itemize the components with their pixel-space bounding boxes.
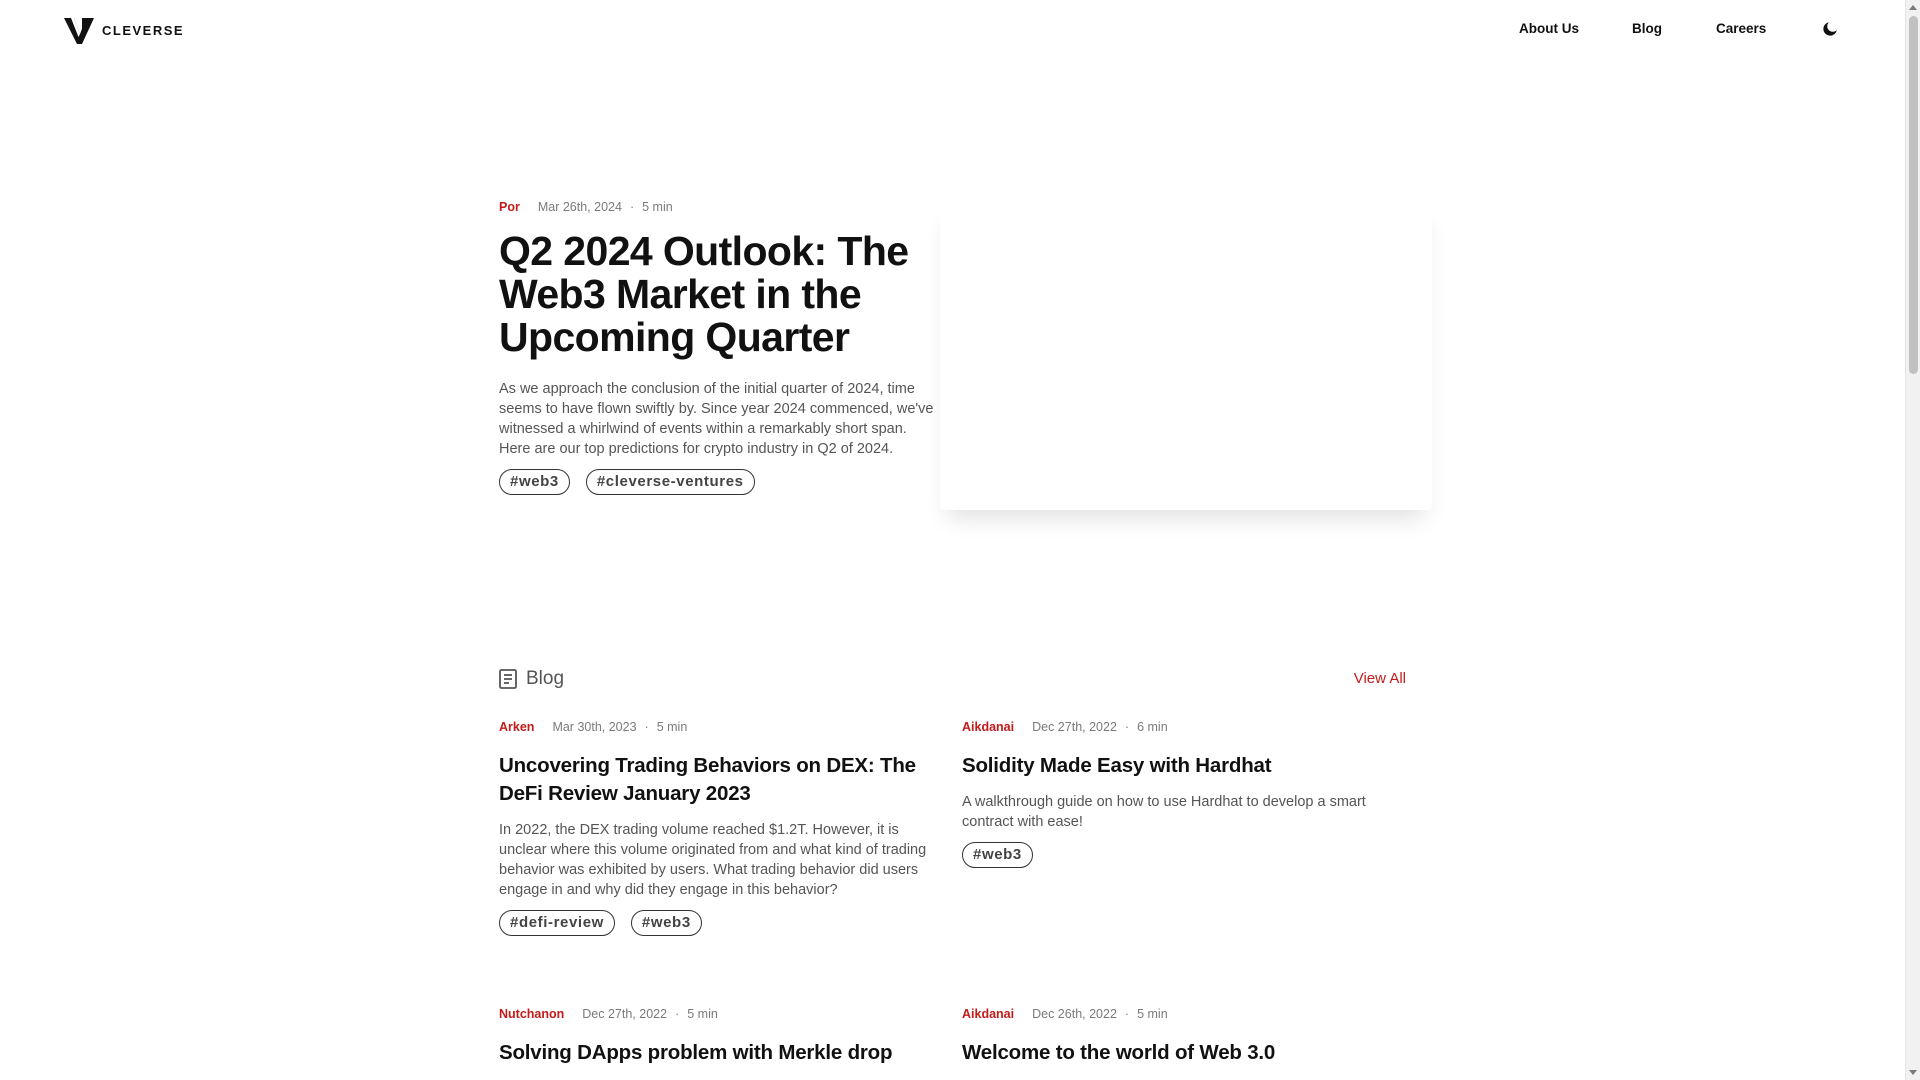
blog-post-card[interactable] (499, 720, 939, 936)
post-author[interactable]: Por (499, 200, 520, 214)
post-author[interactable]: Aikdanai (962, 1007, 1015, 1021)
post-date: Mar 26th, 2024 (537, 200, 622, 214)
blog-post-card[interactable] (499, 1007, 939, 1067)
post-excerpt: In 2022, the DEX trading volume reached $1.2T. However, it is unclear where this volume originated from and what kind of trading behavior was exhibited by users. What trading behavior did users engage in and why did they engage in this behavior? (499, 822, 927, 898)
featured-title[interactable]: Q2 2024 Outlook: The Web3 Market in the Upcoming Quarter (499, 228, 909, 360)
post-title[interactable]: Uncovering Trading Behaviors on DEX: The DeFi Review January 2023 (499, 754, 916, 805)
blog-heading: Blog (526, 668, 565, 689)
post-read-time: 5 min (687, 1007, 718, 1021)
scroll-down-arrow-icon[interactable] (1909, 1070, 1917, 1075)
post-author[interactable]: Nutchanon (499, 1007, 565, 1021)
nav-careers[interactable]: Careers (1716, 21, 1767, 36)
blog-section-header (499, 666, 1406, 692)
post-title[interactable]: Solidity Made Easy with Hardhat (962, 754, 1272, 777)
post-meta (499, 200, 939, 214)
post-author[interactable]: Arken (499, 720, 535, 734)
tag-web3[interactable]: #web3 (499, 469, 570, 495)
meta-separator: · (644, 720, 649, 734)
nav-about-us[interactable]: About Us (1519, 21, 1579, 36)
brand-logo[interactable] (64, 16, 184, 44)
post-read-time: 5 min (642, 200, 673, 214)
post-read-time: 5 min (656, 720, 688, 734)
meta-separator: · (629, 200, 635, 214)
post-read-time: 5 min (1137, 1007, 1168, 1021)
post-date: Dec 27th, 2022 (1032, 720, 1117, 734)
theme-toggle-button[interactable] (1819, 19, 1841, 41)
tag-cleverse-ventures[interactable]: #cleverse-ventures (586, 469, 755, 495)
post-read-time: 6 min (1137, 720, 1168, 734)
blog-post-card[interactable] (962, 720, 1402, 868)
tag-defi-review[interactable]: #defi-review (499, 910, 615, 936)
page-scrollbar[interactable] (1905, 0, 1920, 1080)
tag-list (499, 910, 939, 936)
post-author[interactable]: Aikdanai (962, 720, 1015, 734)
tag-web3[interactable]: #web3 (631, 910, 702, 936)
scroll-thumb[interactable] (1909, 16, 1918, 374)
blog-post-card[interactable] (962, 1007, 1402, 1067)
meta-separator: · (1124, 720, 1130, 734)
post-meta (962, 720, 1402, 734)
post-date: Mar 30th, 2023 (552, 720, 637, 734)
document-icon (499, 669, 517, 689)
post-meta (962, 1007, 1402, 1021)
view-all-link[interactable]: View All (1353, 670, 1406, 687)
meta-separator: · (675, 1007, 680, 1021)
brand-name: CLEVERSE (102, 22, 185, 38)
featured-post[interactable] (499, 200, 939, 495)
cleverse-logo-icon (64, 16, 94, 44)
post-date: Dec 26th, 2022 (1032, 1007, 1117, 1021)
featured-excerpt: As we approach the conclusion of the initial quarter of 2024, time seems to have flown swiftly by. Since year 2024 commenced, we've witnessed a whirlwind of events within a remarkably short span. Here are our top predictions for crypto industry in Q2 of 2024. (499, 381, 934, 457)
post-excerpt: A walkthrough guide on how to use Hardhat to develop a smart contract with ease! (962, 794, 1366, 830)
post-title[interactable]: Solving DApps problem with Merkle drop (499, 1041, 893, 1064)
post-date: Dec 27th, 2022 (582, 1007, 668, 1021)
tag-list (962, 842, 1402, 868)
tag-web3[interactable]: #web3 (962, 842, 1033, 868)
nav-blog[interactable]: Blog (1632, 21, 1662, 36)
site-header (0, 0, 1905, 60)
post-meta (499, 720, 939, 734)
featured-image[interactable] (940, 200, 1432, 510)
tag-list (499, 469, 939, 495)
post-title[interactable]: Welcome to the world of Web 3.0 (962, 1041, 1276, 1064)
moon-icon (1821, 20, 1839, 38)
meta-separator: · (1124, 1007, 1130, 1021)
post-meta (499, 1007, 939, 1021)
scroll-up-arrow-icon[interactable] (1909, 5, 1917, 10)
